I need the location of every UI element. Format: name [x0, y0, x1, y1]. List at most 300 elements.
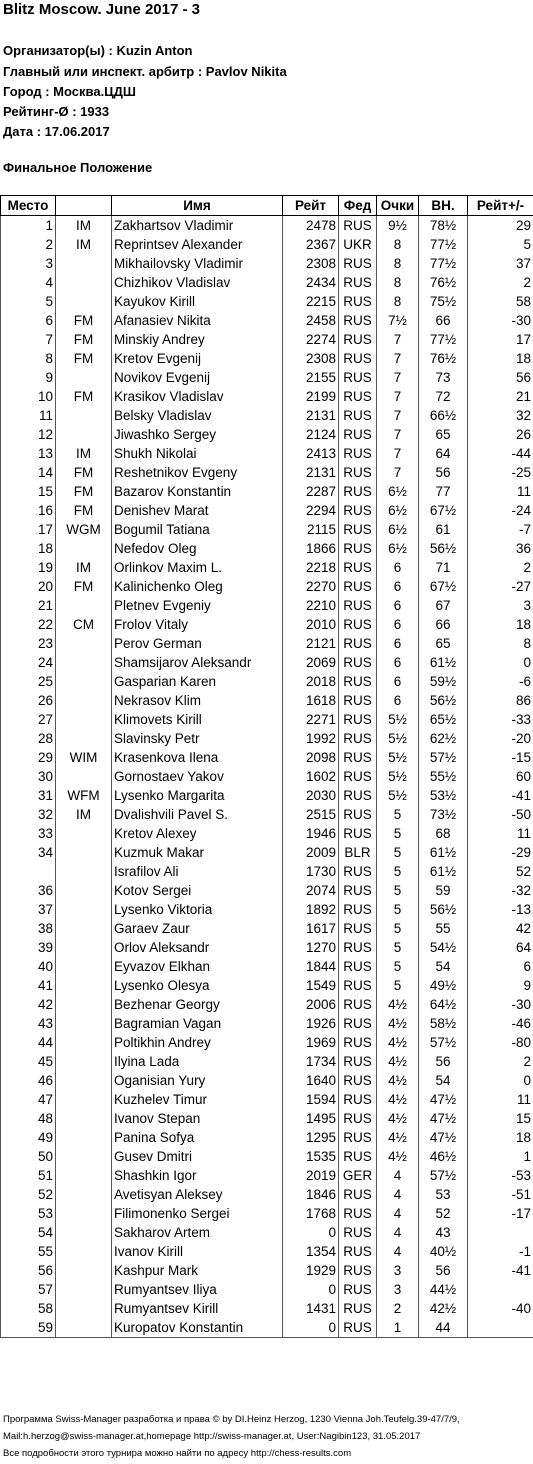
table-row [1, 273, 533, 292]
rating-avg-line: Рейтинг-Ø : 1933 [3, 104, 110, 119]
rating-cell: 2030 [283, 786, 339, 805]
rating-change-cell: -6 [468, 672, 533, 691]
tiebreak-cell: 57½ [419, 748, 468, 767]
tiebreak-cell: 77½ [419, 330, 468, 349]
rank-cell: 59 [1, 1318, 56, 1338]
title-cell [56, 691, 112, 710]
rating-cell: 2271 [283, 710, 339, 729]
points-cell: 4½ [377, 1128, 419, 1147]
points-cell: 7 [377, 330, 419, 349]
rating-cell: 0 [283, 1280, 339, 1299]
rank-cell: 31 [1, 786, 56, 805]
title-cell [56, 254, 112, 273]
rating-cell: 2308 [283, 349, 339, 368]
rating-change-cell: 36 [468, 539, 533, 558]
points-cell: 5 [377, 805, 419, 824]
federation-cell: RUS [339, 311, 377, 330]
organizer-line: Организатор(ы) : Kuzin Anton [3, 43, 193, 58]
tiebreak-cell: 67 [419, 596, 468, 615]
rating-cell: 2515 [283, 805, 339, 824]
rank-cell: 37 [1, 900, 56, 919]
footer-link: Все подробности этого турнира можно найти по адресу http://chess-results.com [3, 1448, 352, 1459]
rating-change-cell: -13 [468, 900, 533, 919]
rating-change-cell: -1 [468, 1242, 533, 1261]
table-row [1, 577, 533, 596]
rank-cell: 33 [1, 824, 56, 843]
rating-cell: 1929 [283, 1261, 339, 1280]
federation-cell: RUS [339, 558, 377, 577]
points-cell: 4½ [377, 995, 419, 1014]
table-row [1, 919, 533, 938]
rating-cell: 1602 [283, 767, 339, 786]
table-row [1, 1185, 533, 1204]
rating-cell: 2121 [283, 634, 339, 653]
federation-cell: RUS [339, 634, 377, 653]
rank-cell: 8 [1, 349, 56, 368]
rating-change-cell: -41 [468, 786, 533, 805]
rating-change-cell: -51 [468, 1185, 533, 1204]
federation-cell: RUS [339, 1109, 377, 1128]
table-row [1, 1033, 533, 1052]
title-cell [56, 292, 112, 311]
table-row [1, 349, 533, 368]
player-name-cell: Israfilov Ali [112, 862, 283, 881]
rating-cell: 2069 [283, 653, 339, 672]
rating-cell: 2018 [283, 672, 339, 691]
points-cell: 5½ [377, 710, 419, 729]
player-name-cell: Kotov Sergei [112, 881, 283, 900]
federation-cell: RUS [339, 1128, 377, 1147]
title-cell: CM [56, 615, 112, 634]
rating-cell: 2413 [283, 444, 339, 463]
rating-cell: 2270 [283, 577, 339, 596]
title-cell: WGM [56, 520, 112, 539]
tiebreak-cell: 56½ [419, 900, 468, 919]
player-name-cell: Mikhailovsky Vladimir [112, 254, 283, 273]
title-cell [56, 1033, 112, 1052]
points-cell: 3 [377, 1261, 419, 1280]
player-name-cell: Lysenko Viktoria [112, 900, 283, 919]
table-row [1, 330, 533, 349]
player-name-cell: Krasenkova Ilena [112, 748, 283, 767]
rank-cell: 2 [1, 235, 56, 254]
federation-cell: RUS [339, 1147, 377, 1166]
player-name-cell: Kuropatov Konstantin [112, 1318, 283, 1338]
tiebreak-cell: 61½ [419, 862, 468, 881]
table-row [1, 596, 533, 615]
points-cell: 5 [377, 919, 419, 938]
title-cell [56, 1204, 112, 1223]
rating-change-cell: -46 [468, 1014, 533, 1033]
rating-change-cell: 52 [468, 862, 533, 881]
player-name-cell: Bazarov Konstantin [112, 482, 283, 501]
rating-change-cell: -17 [468, 1204, 533, 1223]
federation-cell: RUS [339, 1299, 377, 1318]
points-cell: 4½ [377, 1033, 419, 1052]
rating-change-cell: 32 [468, 406, 533, 425]
player-name-cell: Kalinichenko Oleg [112, 577, 283, 596]
points-cell: 4 [377, 1204, 419, 1223]
tiebreak-cell: 67½ [419, 577, 468, 596]
rating-change-cell: 11 [468, 824, 533, 843]
tiebreak-cell: 46½ [419, 1147, 468, 1166]
federation-cell: RUS [339, 273, 377, 292]
rating-change-cell: -30 [468, 995, 533, 1014]
table-row [1, 1090, 533, 1109]
table-row [1, 1242, 533, 1261]
title-cell [56, 1318, 112, 1338]
standings-table [0, 195, 533, 1338]
title-cell: IM [56, 216, 112, 236]
table-row [1, 767, 533, 786]
rating-cell: 1992 [283, 729, 339, 748]
federation-cell: RUS [339, 805, 377, 824]
rating-cell: 2218 [283, 558, 339, 577]
table-row [1, 805, 533, 824]
title-cell [56, 1280, 112, 1299]
tiebreak-cell: 56½ [419, 539, 468, 558]
player-name-cell: Shamsijarov Aleksandr [112, 653, 283, 672]
rank-cell: 30 [1, 767, 56, 786]
tiebreak-cell: 56 [419, 1052, 468, 1071]
table-row [1, 1071, 533, 1090]
rating-change-cell: -27 [468, 577, 533, 596]
points-cell: 7 [377, 387, 419, 406]
rating-cell: 2098 [283, 748, 339, 767]
points-cell: 6 [377, 596, 419, 615]
rating-cell: 1295 [283, 1128, 339, 1147]
rating-change-cell: -25 [468, 463, 533, 482]
table-row [1, 653, 533, 672]
title-cell: FM [56, 577, 112, 596]
points-cell: 6 [377, 615, 419, 634]
points-cell: 7 [377, 406, 419, 425]
rating-change-cell: -30 [468, 311, 533, 330]
federation-cell: RUS [339, 330, 377, 349]
federation-cell: RUS [339, 520, 377, 539]
title-cell: IM [56, 558, 112, 577]
col-header-federation: Фед [339, 196, 377, 216]
rating-change-cell: 2 [468, 558, 533, 577]
title-cell [56, 710, 112, 729]
federation-cell: RUS [339, 995, 377, 1014]
tiebreak-cell: 64 [419, 444, 468, 463]
rating-change-cell: 60 [468, 767, 533, 786]
tiebreak-cell: 66 [419, 615, 468, 634]
rating-cell: 2478 [283, 216, 339, 236]
tiebreak-cell: 61½ [419, 843, 468, 862]
points-cell: 6 [377, 653, 419, 672]
title-cell [56, 1185, 112, 1204]
player-name-cell: Rumyantsev Kirill [112, 1299, 283, 1318]
rank-cell: 50 [1, 1147, 56, 1166]
final-standings-heading: Финальное Положение [3, 160, 153, 175]
federation-cell: RUS [339, 729, 377, 748]
rating-change-cell: -41 [468, 1261, 533, 1280]
title-cell [56, 634, 112, 653]
player-name-cell: Filimonenko Sergei [112, 1204, 283, 1223]
tiebreak-cell: 54½ [419, 938, 468, 957]
rank-cell: 56 [1, 1261, 56, 1280]
rank-cell: 49 [1, 1128, 56, 1147]
table-row [1, 672, 533, 691]
rating-cell: 1946 [283, 824, 339, 843]
rank-cell: 27 [1, 710, 56, 729]
rank-cell: 34 [1, 843, 56, 862]
rank-cell: 42 [1, 995, 56, 1014]
rank-cell: 40 [1, 957, 56, 976]
table-row [1, 425, 533, 444]
table-row [1, 1052, 533, 1071]
federation-cell: RUS [339, 501, 377, 520]
tiebreak-cell: 78½ [419, 216, 468, 236]
rating-cell: 2115 [283, 520, 339, 539]
rating-cell: 2131 [283, 406, 339, 425]
player-name-cell: Nekrasov Klim [112, 691, 283, 710]
city-line: Город : Москва.ЦДШ [3, 84, 136, 99]
player-name-cell: Belsky Vladislav [112, 406, 283, 425]
federation-cell: RUS [339, 938, 377, 957]
col-header-tiebreak: ВН. [419, 196, 468, 216]
rating-cell: 2010 [283, 615, 339, 634]
tiebreak-cell: 42½ [419, 1299, 468, 1318]
player-name-cell: Slavinsky Petr [112, 729, 283, 748]
player-name-cell: Kuzmuk Makar [112, 843, 283, 862]
rating-cell: 1969 [283, 1033, 339, 1052]
player-name-cell: Chizhikov Vladislav [112, 273, 283, 292]
rating-cell: 2274 [283, 330, 339, 349]
table-row [1, 729, 533, 748]
rating-change-cell: 11 [468, 482, 533, 501]
federation-cell: RUS [339, 1185, 377, 1204]
federation-cell: RUS [339, 900, 377, 919]
player-name-cell: Orlov Aleksandr [112, 938, 283, 957]
player-name-cell: Avetisyan Aleksey [112, 1185, 283, 1204]
footer-copyright: Программа Swiss-Manager разработка и права © by DI.Heinz Herzog, 1230 Vienna Joh.Teufelg.39-47/7/9, [3, 1414, 460, 1425]
points-cell: 7 [377, 463, 419, 482]
footer-contact: Mail:h.herzog@swiss-manager.at,homepage http://swiss-manager.at, User:Nagibin123, 31.05.2017 [3, 1431, 421, 1442]
player-name-cell: Nefedov Oleg [112, 539, 283, 558]
title-cell [56, 1014, 112, 1033]
rating-cell: 2434 [283, 273, 339, 292]
tiebreak-cell: 56½ [419, 691, 468, 710]
player-name-cell: Garaev Zaur [112, 919, 283, 938]
rating-change-cell: -24 [468, 501, 533, 520]
rating-change-cell: 1 [468, 1147, 533, 1166]
tiebreak-cell: 58½ [419, 1014, 468, 1033]
tiebreak-cell: 77½ [419, 254, 468, 273]
federation-cell: RUS [339, 1223, 377, 1242]
table-row [1, 311, 533, 330]
title-cell: IM [56, 235, 112, 254]
arbiter-line: Главный или инспект. арбитр : Pavlov Nikita [3, 64, 287, 79]
table-row [1, 558, 533, 577]
federation-cell: RUS [339, 596, 377, 615]
points-cell: 4½ [377, 1147, 419, 1166]
tiebreak-cell: 73½ [419, 805, 468, 824]
rating-cell: 1844 [283, 957, 339, 976]
player-name-cell: Bezhenar Georgy [112, 995, 283, 1014]
title-cell [56, 1052, 112, 1071]
points-cell: 1 [377, 1318, 419, 1338]
tiebreak-cell: 55 [419, 919, 468, 938]
rating-change-cell: 17 [468, 330, 533, 349]
title-cell [56, 1299, 112, 1318]
points-cell: 7 [377, 425, 419, 444]
tiebreak-cell: 67½ [419, 501, 468, 520]
title-cell: FM [56, 501, 112, 520]
player-name-cell: Minskiy Andrey [112, 330, 283, 349]
title-cell [56, 1166, 112, 1185]
tiebreak-cell: 55½ [419, 767, 468, 786]
tiebreak-cell: 52 [419, 1204, 468, 1223]
player-name-cell: Jiwashko Sergey [112, 425, 283, 444]
player-name-cell: Kretov Evgenij [112, 349, 283, 368]
tiebreak-cell: 73 [419, 368, 468, 387]
federation-cell: RUS [339, 710, 377, 729]
player-name-cell: Sakharov Artem [112, 1223, 283, 1242]
federation-cell: RUS [339, 786, 377, 805]
federation-cell: RUS [339, 1033, 377, 1052]
rating-cell: 1768 [283, 1204, 339, 1223]
federation-cell: RUS [339, 368, 377, 387]
rank-cell: 13 [1, 444, 56, 463]
rank-cell: 15 [1, 482, 56, 501]
points-cell: 5 [377, 881, 419, 900]
title-cell: WFM [56, 786, 112, 805]
player-name-cell: Perov German [112, 634, 283, 653]
rating-change-cell: 18 [468, 1128, 533, 1147]
federation-cell: RUS [339, 1318, 377, 1338]
rating-change-cell: -53 [468, 1166, 533, 1185]
title-cell [56, 1128, 112, 1147]
rating-change-cell: 0 [468, 653, 533, 672]
federation-cell: RUS [339, 1090, 377, 1109]
title-cell: FM [56, 387, 112, 406]
points-cell: 6½ [377, 539, 419, 558]
table-row [1, 216, 533, 236]
rating-cell: 1549 [283, 976, 339, 995]
table-row [1, 520, 533, 539]
rating-cell: 2210 [283, 596, 339, 615]
rank-cell: 3 [1, 254, 56, 273]
table-row [1, 292, 533, 311]
federation-cell: RUS [339, 349, 377, 368]
rank-cell: 23 [1, 634, 56, 653]
rank-cell: 38 [1, 919, 56, 938]
table-row [1, 539, 533, 558]
tiebreak-cell: 56 [419, 463, 468, 482]
rank-cell: 58 [1, 1299, 56, 1318]
rating-cell: 1431 [283, 1299, 339, 1318]
table-row [1, 387, 533, 406]
rating-change-cell: 26 [468, 425, 533, 444]
tiebreak-cell: 65 [419, 634, 468, 653]
tiebreak-cell: 76½ [419, 349, 468, 368]
tiebreak-cell: 47½ [419, 1128, 468, 1147]
table-row [1, 1166, 533, 1185]
rank-cell: 29 [1, 748, 56, 767]
rating-change-cell: 2 [468, 1052, 533, 1071]
points-cell: 9½ [377, 216, 419, 236]
player-name-cell: Bogumil Tatiana [112, 520, 283, 539]
rank-cell: 10 [1, 387, 56, 406]
federation-cell: RUS [339, 216, 377, 236]
rating-cell: 2074 [283, 881, 339, 900]
player-name-cell: Gornostaev Yakov [112, 767, 283, 786]
federation-cell: RUS [339, 957, 377, 976]
tiebreak-cell: 72 [419, 387, 468, 406]
rating-change-cell: -32 [468, 881, 533, 900]
points-cell: 4½ [377, 1090, 419, 1109]
points-cell: 4½ [377, 1052, 419, 1071]
rating-cell: 1892 [283, 900, 339, 919]
federation-cell: RUS [339, 425, 377, 444]
rating-cell: 2155 [283, 368, 339, 387]
rating-change-cell: 18 [468, 615, 533, 634]
rank-cell: 6 [1, 311, 56, 330]
rating-cell: 1846 [283, 1185, 339, 1204]
title-cell [56, 1242, 112, 1261]
title-cell [56, 919, 112, 938]
rating-cell: 1594 [283, 1090, 339, 1109]
rank-cell: 52 [1, 1185, 56, 1204]
rank-cell: 28 [1, 729, 56, 748]
player-name-cell: Kretov Alexey [112, 824, 283, 843]
title-cell: FM [56, 330, 112, 349]
tiebreak-cell: 62½ [419, 729, 468, 748]
title-cell [56, 653, 112, 672]
table-row [1, 254, 533, 273]
points-cell: 5 [377, 900, 419, 919]
points-cell: 8 [377, 254, 419, 273]
title-cell [56, 368, 112, 387]
table-row [1, 1261, 533, 1280]
title-cell [56, 1147, 112, 1166]
points-cell: 4 [377, 1166, 419, 1185]
tiebreak-cell: 59½ [419, 672, 468, 691]
rank-cell: 4 [1, 273, 56, 292]
rating-change-cell [468, 1223, 533, 1242]
col-header-rating-change: Рейт+/- [468, 196, 533, 216]
title-cell [56, 539, 112, 558]
rating-change-cell: 56 [468, 368, 533, 387]
rating-change-cell: 8 [468, 634, 533, 653]
player-name-cell: Bagramian Vagan [112, 1014, 283, 1033]
rank-cell: 21 [1, 596, 56, 615]
tournament-title: Blitz Moscow. June 2017 - 3 [3, 1, 200, 18]
rating-cell: 2199 [283, 387, 339, 406]
title-cell [56, 976, 112, 995]
rank-cell: 53 [1, 1204, 56, 1223]
points-cell: 6 [377, 558, 419, 577]
tiebreak-cell: 64½ [419, 995, 468, 1014]
federation-cell: RUS [339, 482, 377, 501]
table-row [1, 786, 533, 805]
title-cell [56, 406, 112, 425]
tiebreak-cell: 66 [419, 311, 468, 330]
player-name-cell: Orlinkov Maxim L. [112, 558, 283, 577]
rank-cell: 17 [1, 520, 56, 539]
title-cell: IM [56, 805, 112, 824]
rank-cell: 1 [1, 216, 56, 236]
rank-cell: 11 [1, 406, 56, 425]
federation-cell: RUS [339, 1014, 377, 1033]
rank-cell: 45 [1, 1052, 56, 1071]
player-name-cell: Krasikov Vladislav [112, 387, 283, 406]
table-row [1, 957, 533, 976]
player-name-cell: Gasparian Karen [112, 672, 283, 691]
